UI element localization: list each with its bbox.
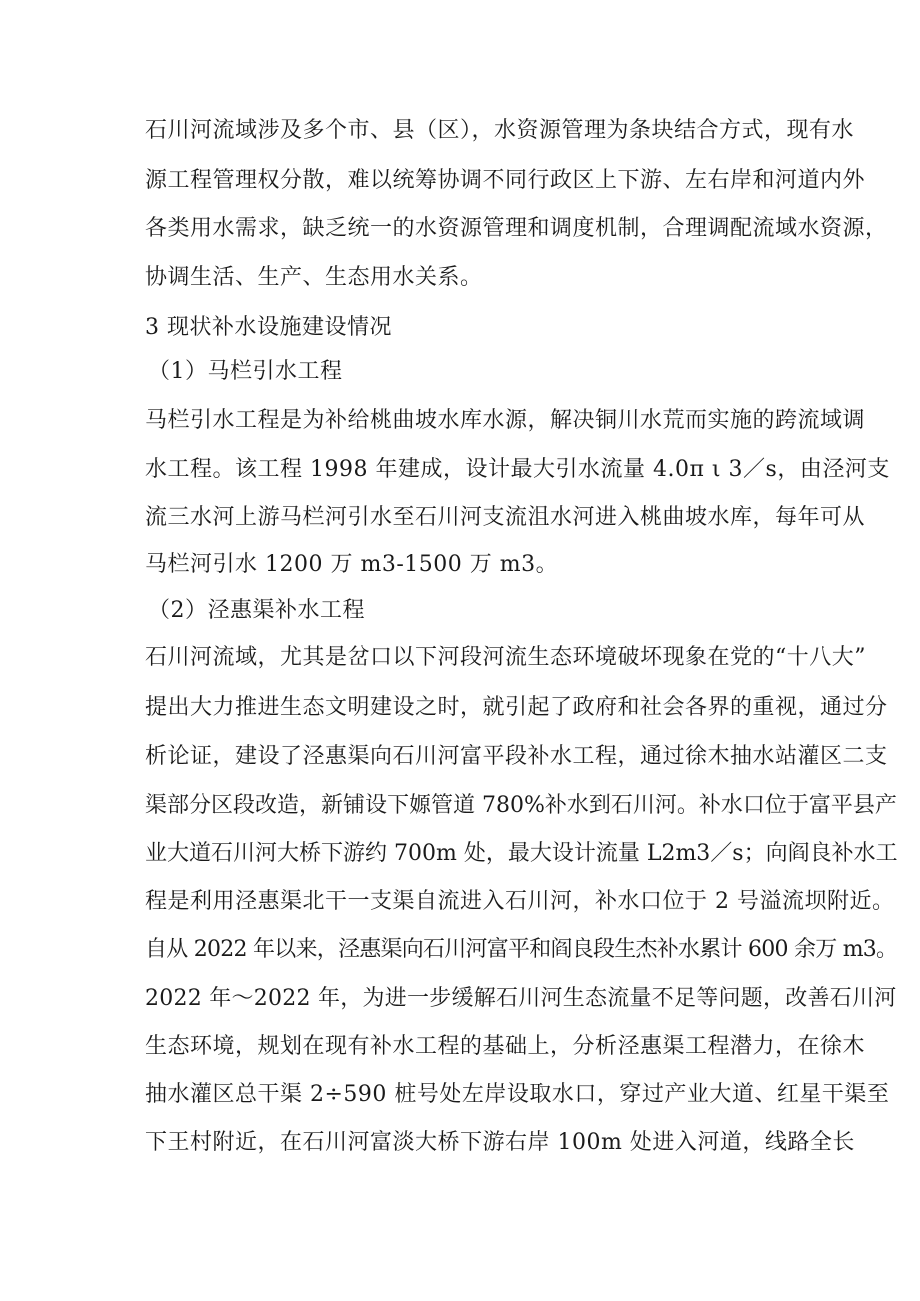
section-heading: 3 现状补水设施建设情况 xyxy=(145,315,392,340)
paragraph-line: 自从 2022 年以来，泾惠渠向石川河富平和阎良段生杰补水累计 600 余万 m3。 xyxy=(145,937,898,962)
paragraph-line: 抽水灌区总干渠 2÷590 桩号处左岸设取水口，穿过产业大道、红星干渠至 xyxy=(145,1082,890,1107)
paragraph-line: 石川河流域涉及多个市、县（区），水资源管理为条块结合方式，现有水 xyxy=(145,118,855,143)
paragraph-line: 业大道石川河大桥下游约 700m 处，最大设计流量 L2m3／s；向阎良补水工 xyxy=(145,841,898,866)
paragraph-line: 提出大力推进生态文明建设之时，就引起了政府和社会各界的重视，通过分 xyxy=(145,695,888,720)
paragraph-line: 源工程管理权分散，难以统筹协调不同行政区上下游、左右岸和河道内外 xyxy=(145,168,866,193)
subsection-heading: （1）马栏引水工程 xyxy=(148,359,343,384)
paragraph-line: 协调生活、生产、生态用水关系。 xyxy=(145,265,483,290)
paragraph-line: 渠部分区段改造，新铺设下嫄管道 780%补水到石川河。补水口位于富平县产 xyxy=(145,793,897,818)
paragraph-line: 析论证，建设了泾惠渠向石川河富平段补水工程，通过徐木抽水站灌区二支 xyxy=(145,744,888,769)
paragraph-line: 程是利用泾惠渠北干一支渠自流进入石川河，补水口位于 2 号溢流坝附近。 xyxy=(145,889,895,914)
paragraph-line: 流三水河上游马栏河引水至石川河支流沮水河进入桃曲坡水库，每年可从 xyxy=(145,505,866,530)
subsection-heading: （2）泾惠渠补水工程 xyxy=(148,598,365,623)
paragraph-line: 下王村附近，在石川河富淡大桥下游右岸 100m 处进入河道，线路全长 xyxy=(145,1130,855,1155)
paragraph-line: 马栏河引水 1200 万 m3-1500 万 m3。 xyxy=(145,552,559,577)
paragraph-line: 各类用水需求，缺乏统一的水资源管理和调度机制，合理调配流域水资源， xyxy=(145,216,888,241)
paragraph-line: 生态环境，规划在现有补水工程的基础上，分析泾惠渠工程潜力，在徐木 xyxy=(145,1034,866,1059)
paragraph-line: 2022 年～2022 年，为进一步缓解石川河生态流量不足等问题，改善石川河 xyxy=(145,986,897,1011)
paragraph-line: 马栏引水工程是为补给桃曲坡水库水源，解决铜川水荒而实施的跨流域调 xyxy=(145,408,866,433)
paragraph-line: 石川河流域，尤其是岔口以下河段河流生态环境破坏现象在党的“十八大” xyxy=(145,645,866,670)
paragraph-line: 水工程。该工程 1998 年建成，设计最大引水流量 4.0π ι 3／s，由泾河支 xyxy=(145,457,890,482)
